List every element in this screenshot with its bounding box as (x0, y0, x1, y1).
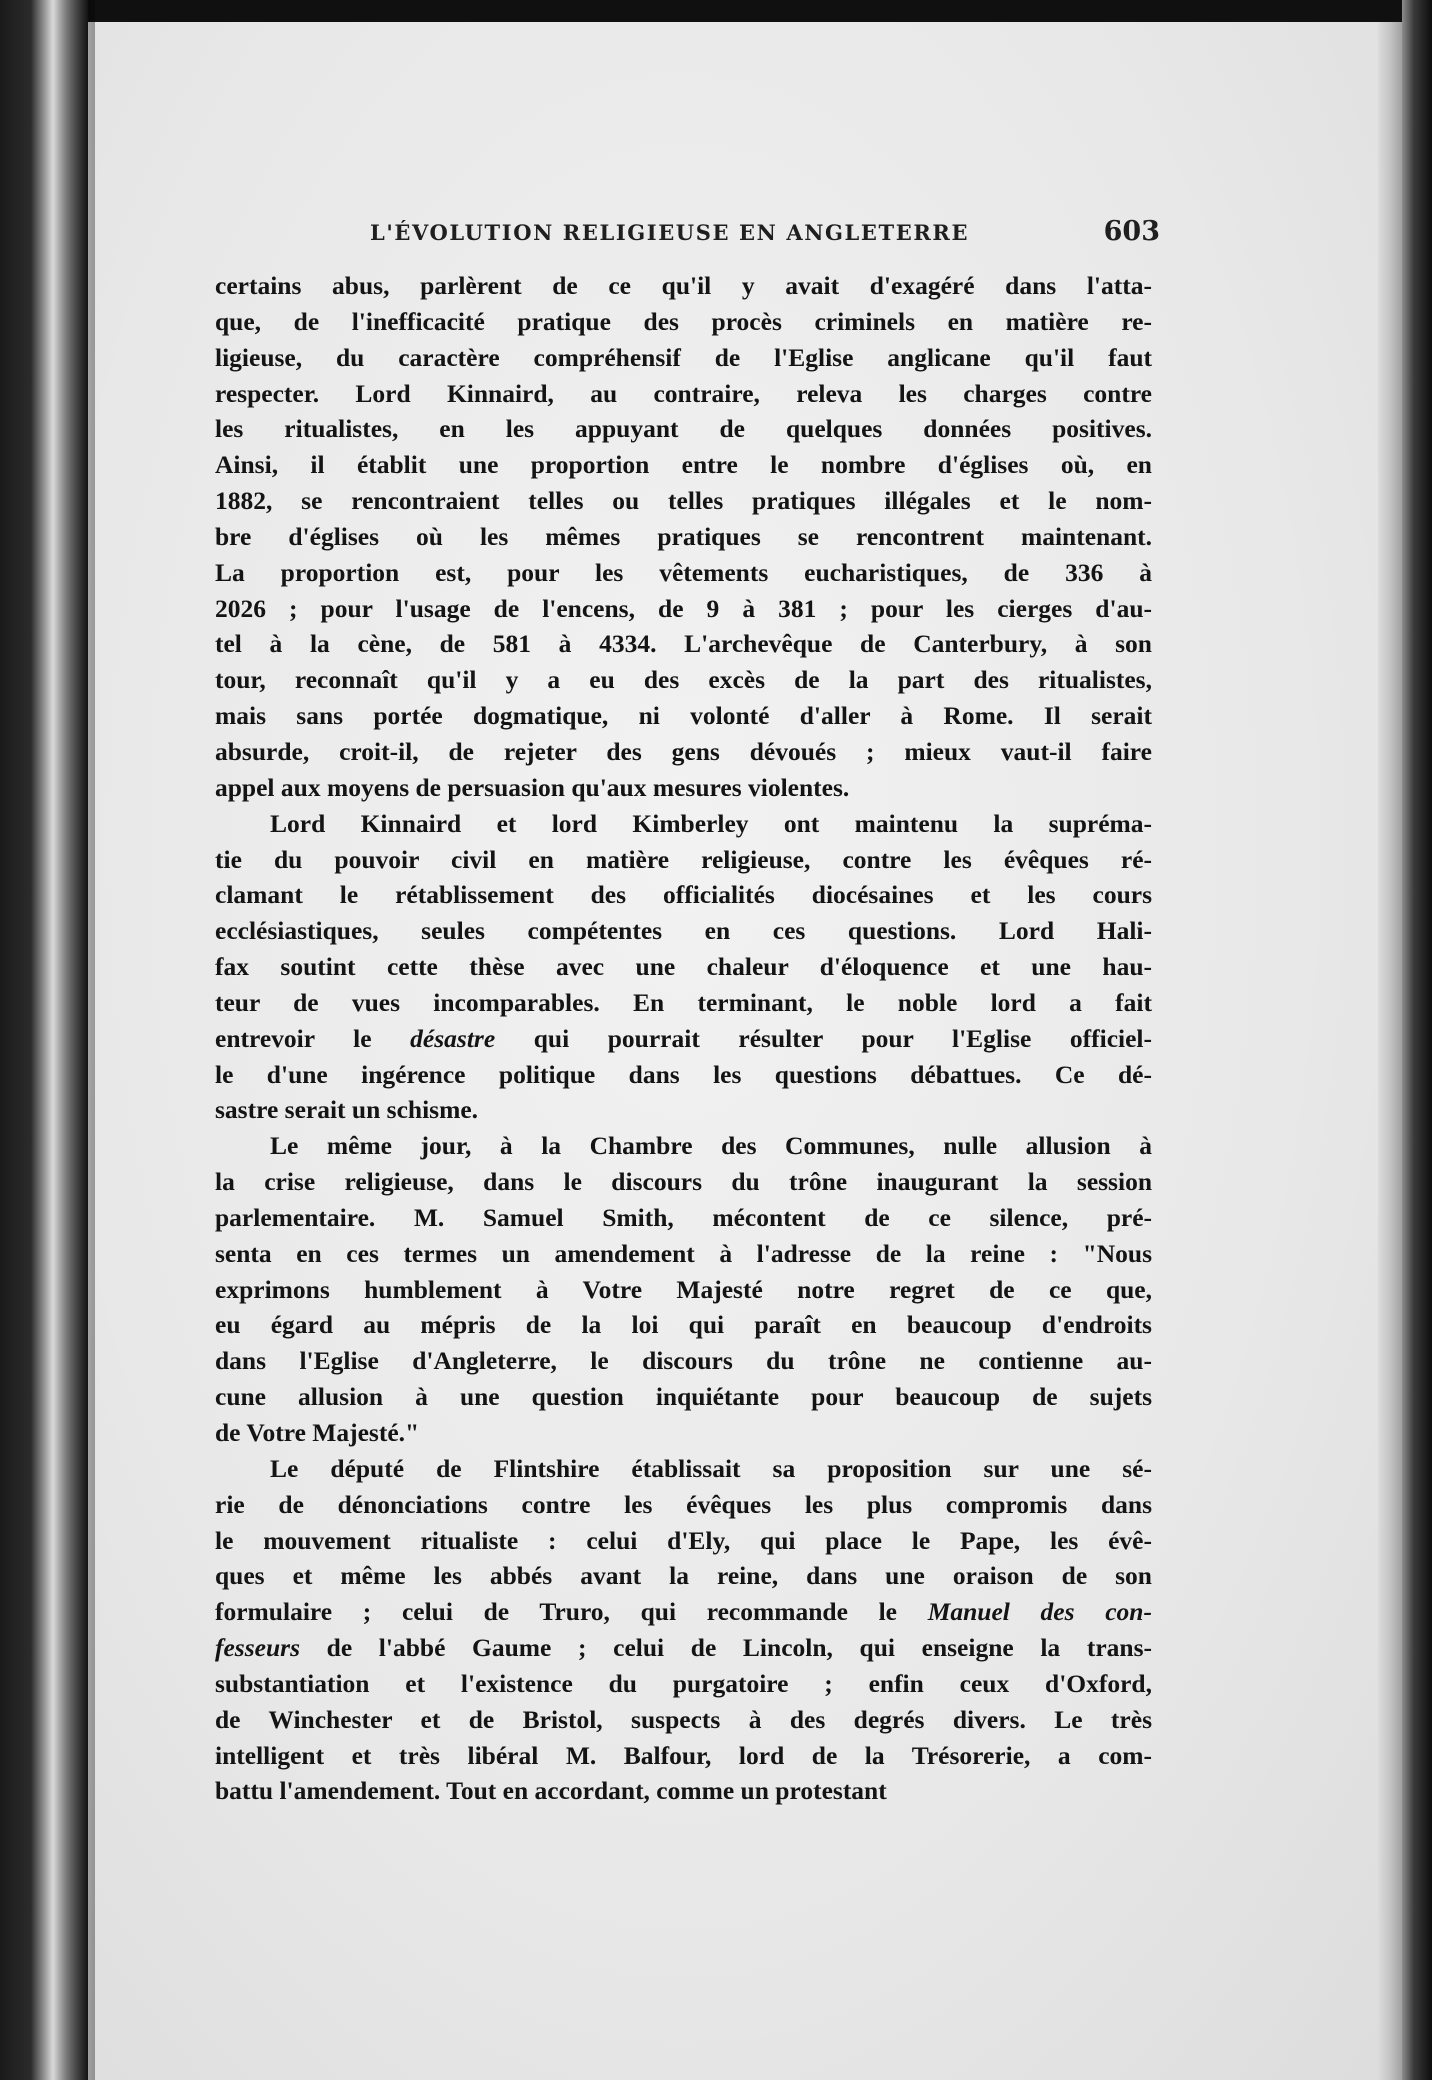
text-line: tie du pouvoir civil en matière religieuse, contre les évêques ré- (215, 844, 1152, 874)
page-edge-right (1378, 22, 1402, 2080)
text-line: certains abus, parlèrent de ce qu'il y avait d'exagéré dans l'atta- (215, 271, 1152, 300)
text-line: tour, reconnaît qu'il y a eu des excès de la part des ritualistes, (215, 665, 1152, 695)
text-line: intelligent et très libéral M. Balfour, lord de la Trésorerie, a com- (215, 1740, 1152, 1770)
text-line: Le même jour, à la Chambre des Communes, nulle allusion à (270, 1131, 1152, 1161)
text-line: bre d'églises où les mêmes pratiques se rencontrent maintenant. (215, 521, 1152, 551)
text-line: les ritualistes, en les appuyant de quelques données positives. (215, 414, 1152, 444)
text-line: clamant le rétablissement des officialités diocésaines et les cours (215, 880, 1152, 910)
text-line: absurde, croit-il, de rejeter des gens dévoués ; mieux vaut-il faire (215, 736, 1152, 766)
text-line: mais sans portée dogmatique, ni volonté d'aller à Rome. Il serait (215, 701, 1152, 731)
text-line: le d'une ingérence politique dans les questions débattues. Ce dé- (215, 1059, 1152, 1089)
text-segment: formulaire ; celui de Truro, qui recommande le (215, 1597, 928, 1627)
text-line: Le député de Flintshire établissait sa proposition sur une sé- (270, 1453, 1152, 1483)
text-line: senta en ces termes un amendement à l'adresse de la reine : "Nous (215, 1238, 1152, 1268)
text-line (215, 1021, 1152, 1057)
running-header (370, 216, 1160, 252)
italic-text: Manuel des con- (927, 1597, 1152, 1627)
text-line: La proportion est, pour les vêtements eucharistiques, de 336 à (215, 557, 1152, 587)
text-line: fax soutint cette thèse avec une chaleur d'éloquence et une hau- (215, 952, 1152, 982)
text-line: Lord Kinnaird et lord Kimberley ont maintenu la supréma- (270, 808, 1152, 838)
scan-border-right (1402, 0, 1432, 2080)
text-line: tel à la cène, de 581 à 4334. L'archevêque de Canterbury, à son (215, 629, 1152, 659)
page-number: 603 (1103, 216, 1160, 247)
text-line: de Votre Majesté." (215, 1418, 420, 1447)
text-segment: de l'abbé Gaume ; celui de Lincoln, qui enseigne la trans- (300, 1633, 1152, 1663)
text-line: appel aux moyens de persuasion qu'aux mesures violentes. (215, 772, 850, 802)
text-line: teur de vues incomparables. En terminant, le noble lord a fait (215, 987, 1152, 1017)
text-line (215, 1594, 1152, 1630)
running-title: L'ÉVOLUTION RELIGIEUSE EN ANGLETERRE (370, 220, 970, 245)
text-line: exprimons humblement à Votre Majesté notre regret de ce que, (215, 1274, 1152, 1304)
text-line: respecter. Lord Kinnaird, au contraire, releva les charges contre (215, 378, 1152, 408)
italic-text: désastre (410, 1023, 496, 1053)
text-line: ques et même les abbés avant la reine, dans une oraison de son (215, 1561, 1152, 1591)
text-line: le mouvement ritualiste : celui d'Ely, qui place le Pape, les évê- (215, 1525, 1152, 1555)
text-line: la crise religieuse, dans le discours du trône inaugurant la session (215, 1167, 1152, 1197)
body-text (215, 268, 1152, 1809)
text-line: ligieuse, du caractère compréhensif de l'Eglise anglicane qu'il faut (215, 342, 1152, 372)
text-line: que, de l'inefficacité pratique des procès criminels en matière re- (215, 306, 1152, 336)
text-line: battu l'amendement. Tout en accordant, comme un protestant (215, 1776, 887, 1806)
text-line: sastre serait un schisme. (215, 1095, 479, 1125)
text-line: 1882, se rencontraient telles ou telles pratiques illégales et le nom- (215, 486, 1152, 516)
text-line: cune allusion à une question inquiétante pour beaucoup de sujets (215, 1382, 1152, 1412)
text-line (215, 1630, 1152, 1666)
text-line: dans l'Eglise d'Angleterre, le discours du trône ne contienne au- (215, 1346, 1152, 1376)
text-line: de Winchester et de Bristol, suspects à des degrés divers. Le très (215, 1704, 1152, 1734)
text-segment: entrevoir le (215, 1023, 411, 1053)
italic-text: fesseurs (215, 1633, 301, 1663)
text-line: substantiation et l'existence du purgatoire ; enfin ceux d'Oxford, (215, 1668, 1152, 1698)
text-line: rie de dénonciations contre les évêques les plus compromis dans (215, 1489, 1152, 1519)
gutter-shadow (55, 0, 95, 2080)
text-line: ecclésiastiques, seules compétentes en ces questions. Lord Hali- (215, 916, 1152, 946)
text-line: Ainsi, il établit une proportion entre le nombre d'églises où, en (215, 450, 1152, 480)
text-line: 2026 ; pour l'usage de l'encens, de 9 à 381 ; pour les cierges d'au- (215, 593, 1152, 623)
text-segment: qui pourrait résulter pour l'Eglise officiel- (495, 1023, 1152, 1053)
text-line: eu égard au mépris de la loi qui paraît en beaucoup d'endroits (215, 1310, 1152, 1340)
text-line: parlementaire. M. Samuel Smith, mécontent de ce silence, pré- (215, 1202, 1152, 1232)
